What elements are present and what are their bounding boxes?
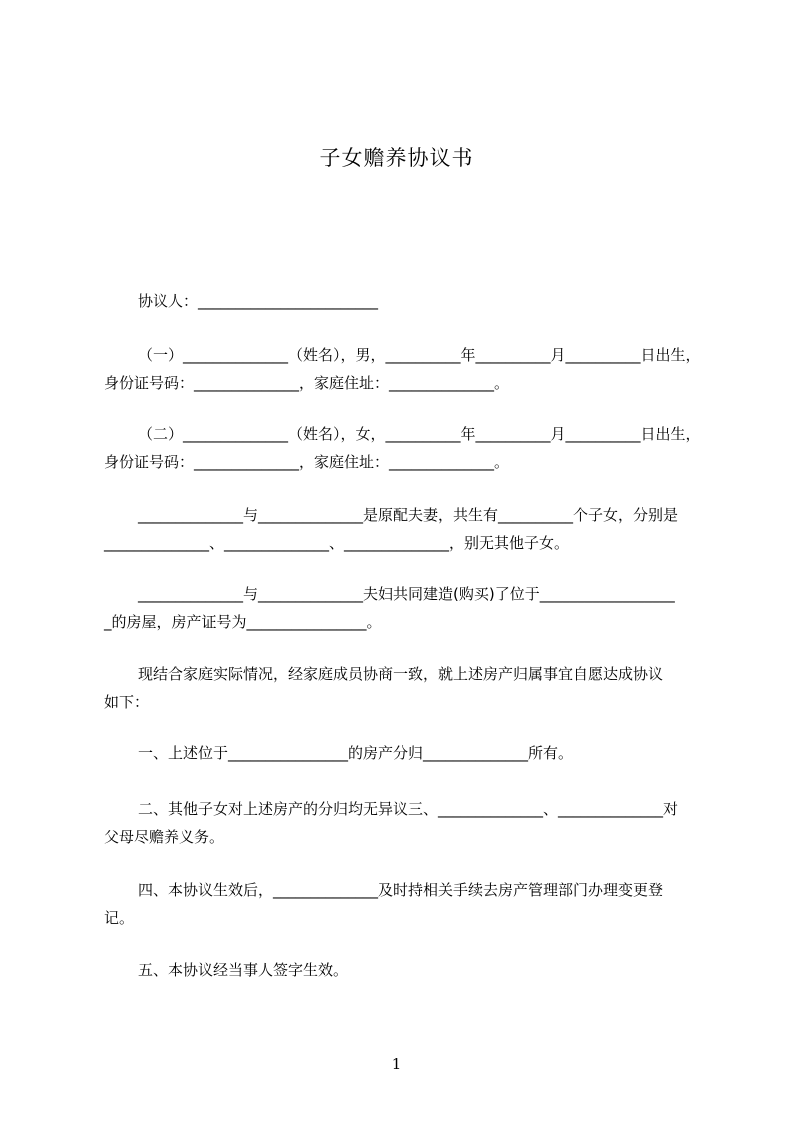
party-one-id-address: 身份证号码：______________，家庭住址：______________。 [104,374,510,392]
page-number: 1 [391,1055,402,1073]
clause-one: 一、上述位于________________的房产分归______________所有。 [138,744,574,762]
marriage-children-line: ______________与______________是原配夫妻，共生有__________个子女，分别是 [138,506,679,524]
property-certificate-line: _的房屋，房产证号为________________。 [104,613,382,631]
clause-four-continuation: 记。 [104,909,135,927]
clause-two-continuation: 父母尽赡养义务。 [104,828,225,846]
children-names-line: ______________、______________、______________，别无其他子女。 [104,534,570,552]
clause-five: 五、本协议经当事人签字生效。 [138,961,349,979]
document-title: 子女赡养协议书 [319,146,474,170]
party-two-line: （二）______________（姓名），女，__________年__________月__________日出生， [138,425,701,443]
party-two-id-address: 身份证号码：______________，家庭住址：______________。 [104,453,510,471]
agreement-intro-line: 现结合家庭实际情况，经家庭成员协商一致，就上述房产归属事宜自愿达成协议 [138,665,664,683]
clause-four: 四、本协议生效后，______________及时持相关手续去房产管理部门办理变更登 [138,881,664,899]
property-line: ______________与______________夫妇共同建造(购买)了位于__________________ [138,585,675,603]
party-one-line: （一）______________（姓名），男，__________年__________月__________日出生， [138,346,701,364]
agreement-intro-continuation: 如下： [104,693,150,711]
party-line: 协议人：________________________ [138,292,379,310]
clause-two: 二、其他子女对上述房产的分归均无异议三、______________、______________对 [138,800,679,818]
